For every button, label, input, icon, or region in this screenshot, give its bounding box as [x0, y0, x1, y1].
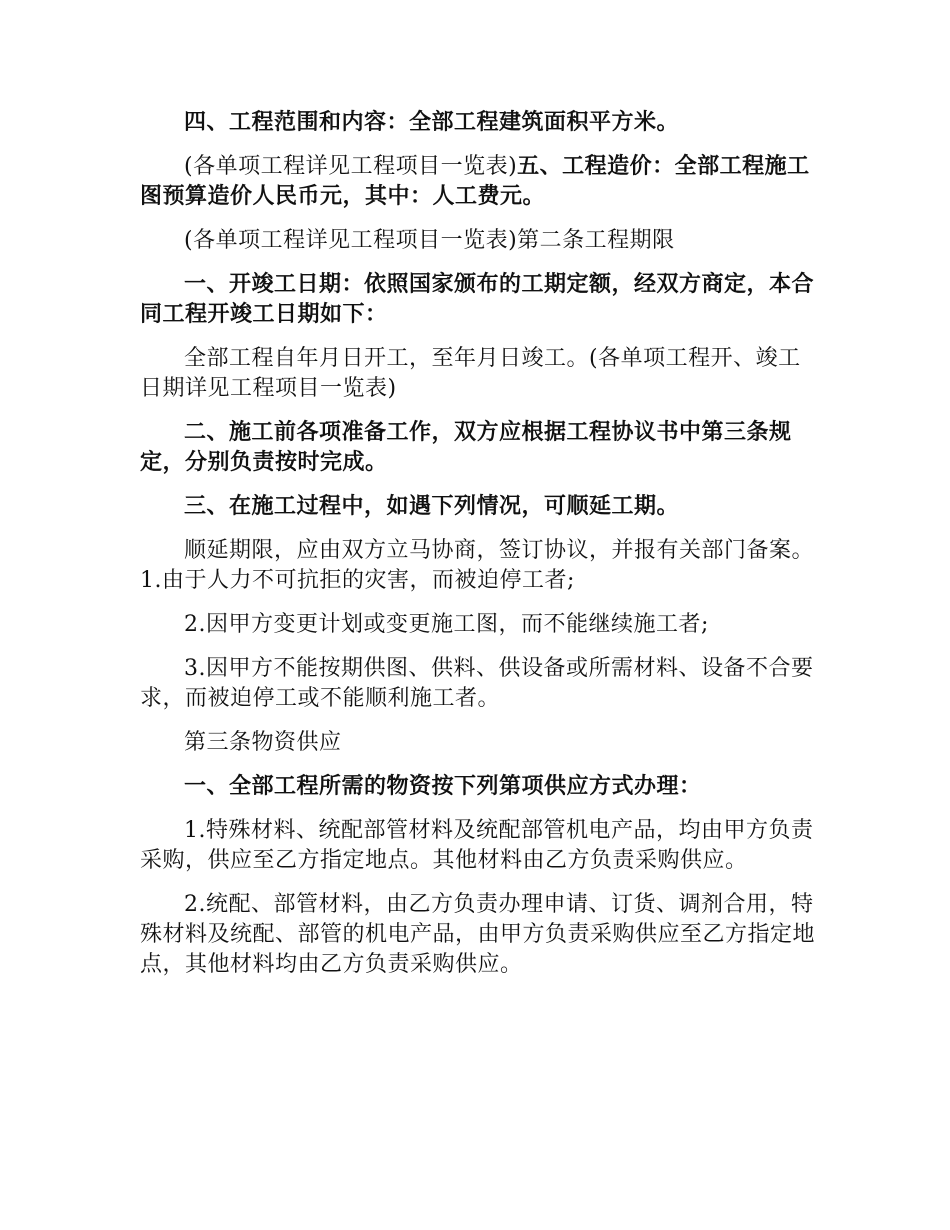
paragraph-supply-delay: 3.因甲方不能按期供图、供料、供设备或所需材料、设备不合要求，而被迫停工或不能顺利施工者。 — [140, 656, 814, 711]
paragraph-start-end-dates: 一、开竣工日期：依照国家颁布的工期定额，经双方商定，本合同工程开竣工日期如下： — [140, 272, 815, 327]
paragraph-extension-conditions: 三、在施工过程中，如遇下列情况，可顺延工期。 — [184, 494, 680, 519]
paragraph-scope: 四、工程范围和内容：全部工程建筑面积平方米。 — [184, 110, 680, 135]
paragraph-cost-note: (各单项工程详见工程项目一览表) — [184, 154, 518, 179]
paragraph-extension-term: 顺延期限，应由双方立马协商，签订协议，并报有关部门备案。1.由于人力不可抗拒的灾害，而被迫停工者; — [140, 538, 815, 593]
paragraph-preparation: 二、施工前各项准备工作，双方应根据工程协议书中第三条规定，分别负责按时完成。 — [140, 420, 792, 475]
paragraph-cost — [140, 152, 820, 212]
paragraph-schedule: 全部工程自年月日开工，至年月日竣工。(各单项工程开、竣工日期详见工程项目一览表) — [140, 346, 801, 401]
paragraph-plan-change: 2.因甲方变更计划或变更施工图，而不能继续施工者; — [184, 612, 709, 637]
paragraph-article-two: (各单项工程详见工程项目一览表)第二条工程期限 — [184, 228, 675, 253]
paragraph-cost-heading: 五、工程造价：全部工程施工图预算造价人民币元，其中：人工费元。 — [140, 154, 810, 209]
paragraph-supply-method: 一、全部工程所需的物资按下列第项供应方式办理： — [184, 774, 702, 799]
document-body — [140, 108, 820, 994]
paragraph-supply-option-two: 2.统配、部管材料，由乙方负责办理申请、订货、调剂合用，特殊材料及统配、部管的机电产品，由甲方负责采购供应至乙方指定地点，其他材料均由乙方负责采购供应。 — [140, 892, 816, 977]
paragraph-article-three: 第三条物资供应 — [184, 730, 342, 755]
paragraph-supply-option-one: 1.特殊材料、统配部管材料及统配部管机电产品，均由甲方负责采购，供应至乙方指定地点。其他材料由乙方负责采购供应。 — [140, 818, 814, 873]
